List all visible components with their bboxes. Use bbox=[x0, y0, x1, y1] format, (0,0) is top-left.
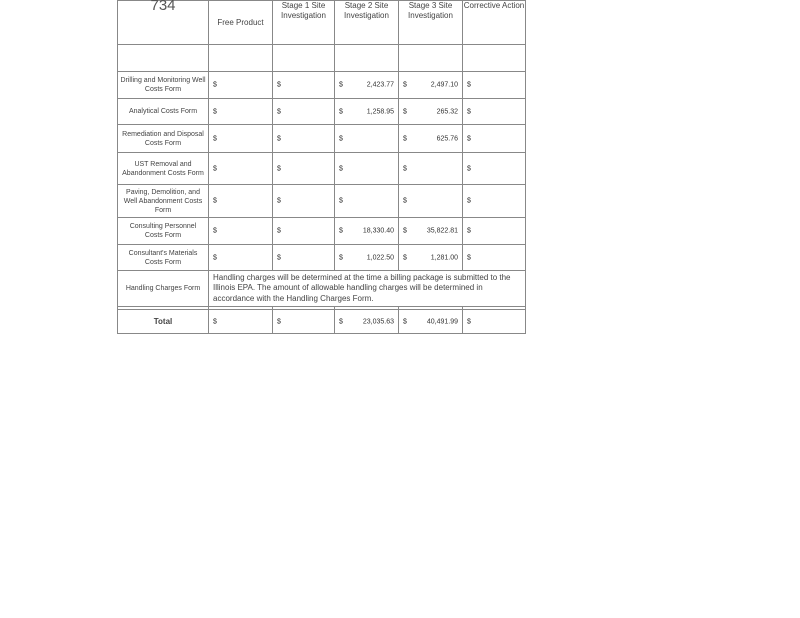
currency-symbol: $ bbox=[339, 318, 343, 325]
currency-symbol: $ bbox=[277, 135, 281, 142]
table-row bbox=[118, 72, 526, 99]
currency-symbol: $ bbox=[403, 135, 407, 142]
currency-symbol: $ bbox=[467, 318, 471, 325]
row-label: Remediation and Disposal Costs Form bbox=[118, 125, 209, 153]
amount-value: 265.32 bbox=[436, 108, 458, 115]
amount-cell bbox=[209, 99, 273, 125]
amount-cell bbox=[335, 125, 399, 153]
amount-cell bbox=[399, 218, 463, 245]
currency-symbol: $ bbox=[467, 135, 471, 142]
currency-symbol: $ bbox=[277, 108, 281, 115]
amount-value: 2,497.10 bbox=[430, 81, 458, 89]
handling-charges-note: Handling charges will be determined at the time a billing package is submitted to the Illinois EPA. The amount of allowable handling charges will be determined in accordance with the Handling Charges Form. bbox=[209, 271, 526, 307]
currency-symbol: $ bbox=[277, 318, 281, 325]
amount-cell bbox=[209, 185, 273, 218]
blank-row bbox=[118, 45, 526, 72]
currency-symbol: $ bbox=[467, 254, 471, 261]
currency-symbol: $ bbox=[467, 197, 471, 205]
amount-cell bbox=[209, 125, 273, 153]
amount-cell bbox=[209, 153, 273, 185]
currency-symbol: $ bbox=[213, 254, 217, 261]
column-header-stage1: Stage 1 Site Investigation bbox=[273, 1, 335, 45]
amount-cell bbox=[273, 99, 335, 125]
table-row bbox=[118, 185, 526, 218]
amount-value: 40,491.99 bbox=[426, 318, 458, 325]
currency-symbol: $ bbox=[213, 318, 217, 325]
currency-symbol: $ bbox=[467, 165, 471, 172]
amount-cell bbox=[463, 218, 526, 245]
amount-cell bbox=[399, 185, 463, 218]
amount-value: 18,330.40 bbox=[362, 227, 394, 235]
blank-cell bbox=[118, 45, 209, 72]
amount-cell bbox=[335, 245, 399, 271]
amount-cell bbox=[273, 153, 335, 185]
table-row bbox=[118, 99, 526, 125]
amount-value: 35,822.81 bbox=[426, 227, 458, 235]
table-row bbox=[118, 218, 526, 245]
currency-symbol: $ bbox=[403, 318, 407, 325]
blank-cell bbox=[209, 45, 273, 72]
currency-symbol: $ bbox=[339, 227, 343, 235]
currency-symbol: $ bbox=[213, 227, 217, 235]
amount-cell bbox=[399, 99, 463, 125]
amount-value: 1,258.95 bbox=[366, 108, 394, 115]
total-amount-cell bbox=[463, 310, 526, 334]
amount-cell bbox=[273, 245, 335, 271]
amount-cell bbox=[335, 218, 399, 245]
currency-symbol: $ bbox=[339, 254, 343, 261]
currency-symbol: $ bbox=[339, 108, 343, 115]
row-label: Consulting Personnel Costs Form bbox=[118, 218, 209, 245]
amount-cell bbox=[463, 72, 526, 99]
table-row bbox=[118, 125, 526, 153]
amount-cell bbox=[399, 245, 463, 271]
amount-value: 625.76 bbox=[436, 135, 458, 142]
amount-cell bbox=[463, 185, 526, 218]
amount-cell bbox=[335, 72, 399, 99]
total-amount-cell bbox=[335, 310, 399, 334]
currency-symbol: $ bbox=[403, 227, 407, 235]
column-header-stage3: Stage 3 Site Investigation bbox=[399, 1, 463, 45]
currency-symbol: $ bbox=[403, 108, 407, 115]
budget-summary-table-sheet bbox=[117, 0, 525, 334]
currency-symbol: $ bbox=[339, 135, 343, 142]
column-header-stage2: Stage 2 Site Investigation bbox=[335, 1, 399, 45]
amount-value: 23,035.63 bbox=[362, 318, 394, 325]
blank-cell bbox=[399, 45, 463, 72]
handling-charges-row bbox=[118, 271, 526, 307]
currency-symbol: $ bbox=[339, 81, 343, 89]
page-number: 734 bbox=[118, 1, 209, 45]
amount-value: 1,281.00 bbox=[430, 254, 458, 261]
budget-summary-table bbox=[117, 0, 526, 334]
column-header-corrective-action: Corrective Action bbox=[463, 1, 526, 45]
amount-cell bbox=[209, 72, 273, 99]
amount-cell bbox=[273, 72, 335, 99]
currency-symbol: $ bbox=[467, 81, 471, 89]
amount-cell bbox=[399, 72, 463, 99]
total-amount-cell bbox=[209, 310, 273, 334]
currency-symbol: $ bbox=[467, 108, 471, 115]
currency-symbol: $ bbox=[339, 165, 343, 172]
blank-cell bbox=[335, 45, 399, 72]
currency-symbol: $ bbox=[277, 227, 281, 235]
currency-symbol: $ bbox=[467, 227, 471, 235]
currency-symbol: $ bbox=[403, 197, 407, 205]
amount-cell bbox=[273, 125, 335, 153]
column-header-free-product: Free Product bbox=[209, 1, 273, 45]
amount-cell bbox=[399, 125, 463, 153]
currency-symbol: $ bbox=[403, 165, 407, 172]
row-label: Consultant's Materials Costs Form bbox=[118, 245, 209, 271]
amount-cell bbox=[463, 99, 526, 125]
amount-cell bbox=[273, 185, 335, 218]
amount-cell bbox=[209, 218, 273, 245]
amount-cell bbox=[209, 245, 273, 271]
amount-cell bbox=[335, 99, 399, 125]
currency-symbol: $ bbox=[277, 197, 281, 205]
amount-cell bbox=[463, 245, 526, 271]
total-amount-cell bbox=[399, 310, 463, 334]
table-row bbox=[118, 153, 526, 185]
currency-symbol: $ bbox=[213, 197, 217, 205]
blank-cell bbox=[463, 45, 526, 72]
currency-symbol: $ bbox=[277, 81, 281, 89]
currency-symbol: $ bbox=[213, 165, 217, 172]
total-amount-cell bbox=[273, 310, 335, 334]
total-label: Total bbox=[118, 310, 209, 334]
currency-symbol: $ bbox=[277, 254, 281, 261]
total-row bbox=[118, 310, 526, 334]
amount-value: 2,423.77 bbox=[366, 81, 394, 89]
row-label: Handling Charges Form bbox=[118, 271, 209, 307]
amount-cell bbox=[273, 218, 335, 245]
currency-symbol: $ bbox=[213, 81, 217, 89]
currency-symbol: $ bbox=[213, 108, 217, 115]
currency-symbol: $ bbox=[403, 81, 407, 89]
amount-cell bbox=[463, 125, 526, 153]
header-row bbox=[118, 1, 526, 45]
amount-value: 1,022.50 bbox=[366, 254, 394, 261]
currency-symbol: $ bbox=[339, 197, 343, 205]
blank-cell bbox=[273, 45, 335, 72]
row-label: Paving, Demolition, and Well Abandonment Costs Form bbox=[118, 185, 209, 218]
amount-cell bbox=[463, 153, 526, 185]
table-row bbox=[118, 245, 526, 271]
currency-symbol: $ bbox=[213, 135, 217, 142]
row-label: UST Removal and Abandonment Costs Form bbox=[118, 153, 209, 185]
amount-cell bbox=[335, 153, 399, 185]
amount-cell bbox=[399, 153, 463, 185]
row-label: Drilling and Monitoring Well Costs Form bbox=[118, 72, 209, 99]
row-label: Analytical Costs Form bbox=[118, 99, 209, 125]
amount-cell bbox=[335, 185, 399, 218]
currency-symbol: $ bbox=[277, 165, 281, 172]
currency-symbol: $ bbox=[403, 254, 407, 261]
